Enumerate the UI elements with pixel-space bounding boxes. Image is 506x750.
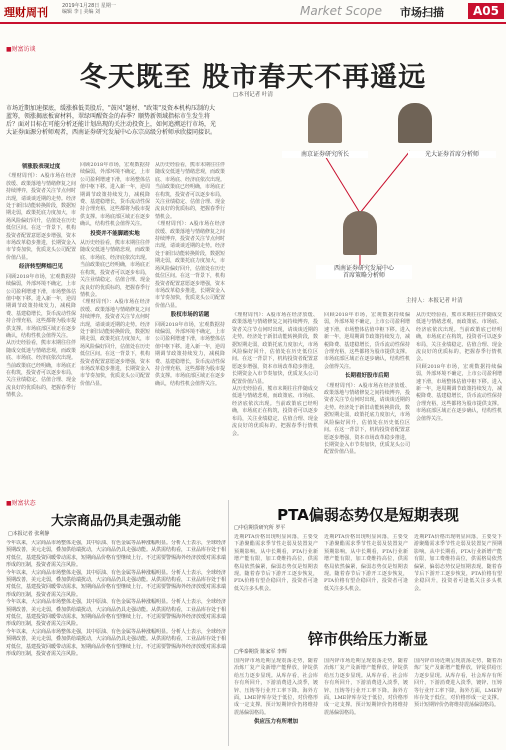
article4-column-3: 国内锌市场近期呈现震荡走势，随着冶炼厂复产及新增产能释放，锌锭供给压力逐步显现。从库存看，社会库存有所回升，下游消费进入淡季，镀锌、压铸等行业开工率下降。海外方面，LME锌库存处于低位，对价格形成一定支撑。预计短期锌价仍将维持震荡偏弱格局。	[414, 658, 502, 709]
article3-column-3: 近期PTA价格出现明显回落，主要受下游聚酯需求季节性走弱及装置复产预期影响。从中长期看，PTA行业新增产能有限，加工费维持高位，供需格局依然偏紧，偏弱态势仅是短期表现。随着春节后下游开工逐步恢复，PTA价格有望企稳回升，投资者可逢低关注多头机会。	[414, 534, 502, 592]
article1-lead: 市场近期加速探底，缓涨推低美股后，"鼓风"题材、"政策"及资本机构压制的大蓝筹，领涨揭底板窗材料，翠绿叫醒资金的春季？顺势新领域指标市生发生将后？面对目标在可能分析还能计划出现的关注动投资上，如何追溯运行市场，光大证券面源分析师观者，西南证券研究发展中心东宗高级分析师承欣接同接识。	[6, 105, 217, 136]
article1-column-2: 回顾2018年市场，宏观数据持续偏弱，外部环境不确定，上市公司盈利增速下滑，市场整体估值中枢下移。进入新一年，逆周期调节政策持续发力，减税降费、基建稳增长，货币流动性保持合理充裕，这些都将为股市提供支撑。市场底部区域正在逐步确认，结构性机会值得关注。 投资并不能脚踏实地 从历史经验看，熊市末期往往伴随成交低迷与情绪悲观，而政策底、市场底、经济底依次出现。当前政策底已经明确，市场底正在构筑，投资者可以逐步布局，关注业绩稳定、估值合理、现金流良好的优质标的，把握春季行情机会。 《理财周刊》：A股市场在经济放缓、政策落地与情绪修复之间持续博弈，投资者关注节点何时出现，请谈谈近期的走势。经济处于新旧动能转换阶段，数据短期走弱，政策托底力度加大，市场风险偏好回升，估值处在历史低位区间。在这一背景下，机构投资者配置意愿逐步增强，资本市场改革稳步推进，长期资金入市节奏加快，优质龙头公司配置价值凸显。	[80, 162, 150, 387]
article1-topic: ■财富访谈	[6, 46, 36, 53]
interview-photo-group	[230, 103, 504, 308]
page-number: A05	[468, 3, 504, 19]
label-nanjing: 南京证券研究所长	[282, 151, 368, 158]
article4-column-2: 国内锌市场近期呈现震荡走势，随着冶炼厂复产及新增产能释放，锌锭供给压力逐步显现。从库存看，社会库存有所回升，下游消费进入淡季，镀锌、压铸等行业开工率下降。海外方面，LME锌库存处于低位，对价格形成一定支撑。预计短期锌价仍将维持震荡偏弱格局。	[324, 658, 408, 716]
article1-column-6: 从历史经验看，熊市末期往往伴随成交低迷与情绪悲观，而政策底、市场底、经济底依次出现。当前政策底已经明确，市场底正在构筑，投资者可以逐步布局，关注业绩稳定、估值合理、现金流良好的优质标的，把握春季行情机会。 回顾2018年市场，宏观数据持续偏弱，外部环境不确定，上市公司盈利增速下滑，市场整体估值中枢下移。进入新一年，逆周期调节政策持续发力，减税降费、基建稳增长，货币流动性保持合理充裕，这些都将为股市提供支撑。市场底部区域正在逐步确认，结构性机会值得关注。	[416, 312, 502, 422]
article4-byline: □华泰期货 陈家军 李辉	[234, 649, 287, 655]
article3-column-2: 近期PTA价格出现明显回落，主要受下游聚酯需求季节性走弱及装置复产预期影响。从中长期看，PTA行业新增产能有限，加工费维持高位，供需格局依然偏紧，偏弱态势仅是短期表现。随着春节后下游开工逐步恢复，PTA价格有望企稳回升，投资者可逢低关注多头机会。	[324, 534, 408, 592]
article1-headline: 冬天既至 股市春天不再遥远	[79, 62, 427, 93]
article3-byline: □中信期货研究所 罗平	[234, 525, 286, 531]
label-everbright: 光大证券首席分析师	[408, 151, 496, 158]
host-credit: 主持人：本报记者 叶清	[406, 298, 463, 304]
photo-xie	[398, 103, 432, 143]
article3-column-1: 近期PTA价格出现明显回落，主要受下游聚酯需求季节性走弱及装置复产预期影响。从中长期看，PTA行业新增产能有限，加工费维持高位，供需格局依然偏紧，偏弱态势仅是短期表现。随着春节后下游开工逐步恢复，PTA价格有望企稳回升，投资者可逢低关注多头机会。	[234, 534, 318, 592]
issue-info: 2019年1月28日 星期一 编辑 李 | 美编 刘	[62, 3, 116, 15]
masthead	[0, 0, 506, 22]
column-divider	[228, 500, 229, 746]
article1-column-3: 从历史经验看，熊市末期往往伴随成交低迷与情绪悲观，而政策底、市场底、经济底依次出现。当前政策底已经明确，市场底正在构筑，投资者可以逐步布局，关注业绩稳定、估值合理、现金流良好的优质标的，把握春季行情机会。 《理财周刊》：A股市场在经济放缓、政策落地与情绪修复之间持续博弈，投资者关注节点何时出现，请谈谈近期的走势。经济处于新旧动能转换阶段，数据短期走弱，政策托底力度加大，市场风险偏好回升，估值处在历史低位区间。在这一背景下，机构投资者配置意愿逐步增强，资本市场改革稳步推进，长期资金入市节奏加快，优质龙头公司配置价值凸显。 股权市场的话题 回顾2018年市场，宏观数据持续偏弱，外部环境不确定，上市公司盈利增速下滑，市场整体估值中枢下移。进入新一年，逆周期调节政策持续发力，减税降费、基建稳增长，货币流动性保持合理充裕，这些都将为股市提供支撑。市场底部区域正在逐步确认，结构性机会值得关注。	[155, 162, 225, 387]
newspaper-logo: 理财周刊	[4, 6, 48, 19]
article4-headline: 锌市供给压力渐显	[307, 630, 428, 648]
article3-headline: PTA偏弱态势仅是短期表现	[277, 506, 459, 524]
market-scope-title: Market Scope	[300, 4, 383, 18]
article4-column-1: 国内锌市场近期呈现震荡走势，随着冶炼厂复产及新增产能释放，锌锭供给压力逐步显现。从库存看，社会库存有所回升，下游消费进入淡季，镀锌、压铸等行业开工率下降。海外方面，LME锌库存处于低位，对价格形成一定支撑。预计短期锌价仍将维持震荡偏弱格局。 供应压力有所增加	[234, 658, 318, 726]
photo-zhou	[308, 103, 342, 143]
article2-topic: ■财富状态	[6, 500, 36, 507]
article2-body: 今年以来，大宗商品市场整体走强，其中原油、有色金属等品种涨幅明显。分析人士表示，全球经济预期改善，美元走弱，叠加供给端扰动，大宗商品仍具走强动能。从供需结构看，工业品库存处于相对低位，基建投资回暖带动需求，短期商品价格有望继续上行。不过需要警惕海外经济放缓对需求端形成的压制，投资者需关注风险。 今年以来，大宗商品市场整体走强，其中原油、有色金属等品种涨幅明显。分析人士表示，全球经济预期改善，美元走弱，叠加供给端扰动，大宗商品仍具走强动能。从供需结构看，工业品库存处于相对低位，基建投资回暖带动需求，短期商品价格有望继续上行。不过需要警惕海外经济放缓对需求端形成的压制，投资者需关注风险。 今年以来，大宗商品市场整体走强，其中原油、有色金属等品种涨幅明显。分析人士表示，全球经济预期改善，美元走弱，叠加供给端扰动，大宗商品仍具走强动能。从供需结构看，工业品库存处于相对低位，基建投资回暖带动需求，短期商品价格有望继续上行。不过需要警惕海外经济放缓对需求端形成的压制，投资者需关注风险。 今年以来，大宗商品市场整体走强，其中原油、有色金属等品种涨幅明显。分析人士表示，全球经济预期改善，美元走弱，叠加供给端扰动，大宗商品仍具走强动能。从供需结构看，工业品库存处于相对低位，基建投资回暖带动需求，短期商品价格有望继续上行。不过需要警惕海外经济放缓对需求端形成的压制，投资者需关注风险。	[6, 540, 226, 658]
article1-column-1: 领涨股表现过度 《理财周刊》：A股市场在经济放缓、政策落地与情绪修复之间持续博弈，投资者关注节点何时出现，请谈谈近期的走势。经济处于新旧动能转换阶段，数据短期走弱，政策托底力度加大，市场风险偏好回升，估值处在历史低位区间。在这一背景下，机构投资者配置意愿逐步增强，资本市场改革稳步推进，长期资金入市节奏加快，优质龙头公司配置价值凸显。 经济转型辉煌巴见 回顾2018年市场，宏观数据持续偏弱，外部环境不确定，上市公司盈利增速下滑，市场整体估值中枢下移。进入新一年，逆周期调节政策持续发力，减税降费、基建稳增长，货币流动性保持合理充裕，这些都将为股市提供支撑。市场底部区域正在逐步确认，结构性机会值得关注。 从历史经验看，熊市末期往往伴随成交低迷与情绪悲观，而政策底、市场底、经济底依次出现。当前政策底已经明确，市场底正在构筑，投资者可以逐步布局，关注业绩稳定、估值合理、现金流良好的优质标的，把握春季行情机会。	[6, 164, 76, 399]
article2-headline: 大宗商品仍具走强动能	[50, 514, 181, 529]
section-title: 市场扫描	[400, 6, 444, 19]
photo-zhang	[343, 211, 377, 255]
header-rule	[0, 22, 506, 24]
article1-byline: □本刊记者 叶清	[233, 92, 273, 98]
article1-column-4: 《理财周刊》：A股市场在经济放缓、政策落地与情绪修复之间持续博弈，投资者关注节点何时出现，请谈谈近期的走势。经济处于新旧动能转换阶段，数据短期走弱，政策托底力度加大，市场风险偏好回升，估值处在历史低位区间。在这一背景下，机构投资者配置意愿逐步增强，资本市场改革稳步推进，长期资金入市节奏加快，优质龙头公司配置价值凸显。 从历史经验看，熊市末期往往伴随成交低迷与情绪悲观，而政策底、市场底、经济底依次出现。当前政策底已经明确，市场底正在构筑，投资者可以逐步布局，关注业绩稳定、估值合理、现金流良好的优质标的，把握春季行情机会。	[232, 312, 318, 437]
article1-column-5: 回顾2018年市场，宏观数据持续偏弱，外部环境不确定，上市公司盈利增速下滑，市场整体估值中枢下移。进入新一年，逆周期调节政策持续发力，减税降费、基建稳增长，货币流动性保持合理充裕，这些都将为股市提供支撑。市场底部区域正在逐步确认，结构性机会值得关注。 长期看好股市后期 《理财周刊》：A股市场在经济放缓、政策落地与情绪修复之间持续博弈，投资者关注节点何时出现，请谈谈近期的走势。经济处于新旧动能转换阶段，数据短期走弱，政策托底力度加大，市场风险偏好回升，估值处在历史低位区间。在这一背景下，机构投资者配置意愿逐步增强，资本市场改革稳步推进，长期资金入市节奏加快，优质龙头公司配置价值凸显。	[324, 312, 410, 456]
label-southwest: 西南证券研究发展中心 首席策略分析师	[316, 265, 412, 279]
article2-byline: □本报记者 张利静	[8, 531, 50, 537]
